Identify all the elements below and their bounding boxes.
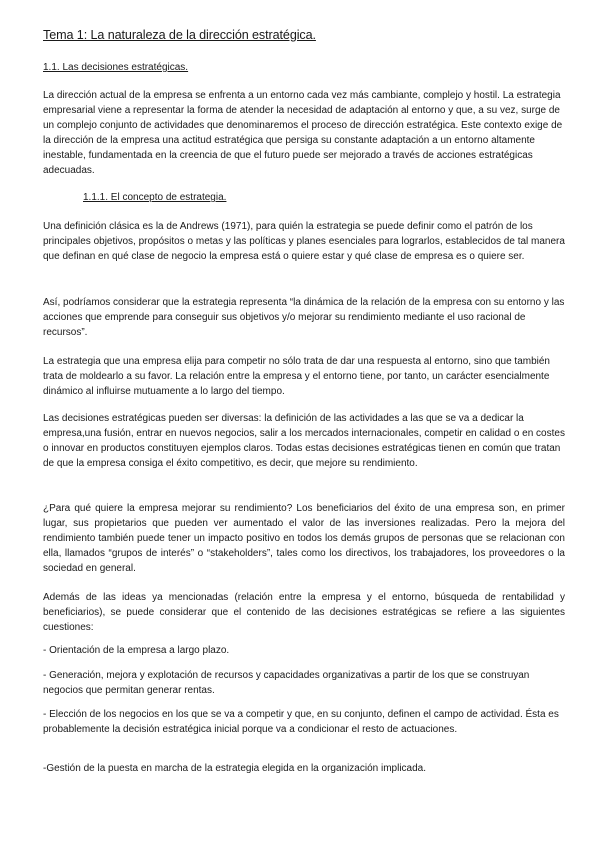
paragraph-intro: La dirección actual de la empresa se enfrenta a un entorno cada vez más cambiante, complejo y hostil. La estrategia empresarial viene a representar la forma de atender la necesidad de adaptación al entorno y que, a su vez, surge de un complejo conjunto de actividades que denominaremos el proceso de dirección estratégica. Este contexto exige de la dirección de la empresa una actitud estratégica que persiga su constante adaptación a un entorno altamente inestable, fundamentada en la creencia de que el futuro puede ser mejorado a través de acciones estratégicas adecuadas. [43,90,563,176]
document-title: Tema 1: La naturaleza de la dirección estratégica. [43,28,316,42]
section-heading: 1.1. Las decisiones estratégicas. [43,62,189,73]
paragraph-definition: Una definición clásica es la de Andrews (1971), para quién la estrategia se puede definir como el patrón de los principales objetivos, propósitos o metas y las políticas y planes esenciales para lograrlos, establecidos de tal manera que definan en qué clase de negocio la empresa está o quiere estar y qué clase de empresa es o quiere ser. [43,221,565,262]
paragraph-environment: La estrategia que una empresa elija para competir no sólo trata de dar una respuesta al entorno, sino que también trata de moldearlo a su favor. La relación entre la empresa y el entorno tiene, por tanto, un carácter esencialmente dinámico al influirse mutuamente a lo largo del tiempo. [43,356,550,397]
paragraph-content: Además de las ideas ya mencionadas (relación entre la empresa y el entorno, búsqueda de rentabilidad y beneficiarios), se puede considerar que el contenido de las decisiones estratégicas se refiere a las siguientes cuestiones: [43,592,565,633]
list-item-resources: - Generación, mejora y explotación de recursos y capacidades organizativas a partir de los que se construyan negocios que permitan generar rentas. [43,670,530,696]
paragraph-stakeholders: ¿Para qué quiere la empresa mejorar su rendimiento? Los beneficiarios del éxito de una empresa son, en primer lugar, sus propietarios que pueden ver aumentado el valor de las inversiones realizadas. Pero la mejora del rendimiento también puede tener un impacto positivo en todos los demás grupos de personas que se relacionan con ella, llamados “grupos de interés” o “stakeholders”, tales como los directivos, los trabajadores, los proveedores o la sociedad en general. [43,503,565,574]
paragraph-dynamics: Así, podríamos considerar que la estrategia representa “la dinámica de la relación de la empresa con su entorno y las acciones que emprende para conseguir sus objetivos y/o mejorar su rendimiento mediante el uso racional de recursos”. [43,297,565,338]
list-item-orientation: - Orientación de la empresa a largo plazo. [43,645,230,656]
paragraph-decisions: Las decisiones estratégicas pueden ser diversas: la definición de las actividades a las que se va a dedicar la empresa,una fusión, entrar en nuevos negocios, salir a los mercados internacionales, competir en calidad o en costes o innovar en productos constituyen ejemplos claros. Todas estas decisiones estratégicas tienen en común que tratan de que la empresa consiga el éxito competitivo, es decir, que mejore su rendimiento. [43,413,565,469]
list-item-business-choice: - Elección de los negocios en los que se va a competir y que, en su conjunto, definen el campo de actividad. Ésta es probablemente la decisión estratégica inicial porque va a condicionar el resto de actuaciones. [43,709,559,735]
list-item-management: -Gestión de la puesta en marcha de la estrategia elegida en la organización implicada. [43,763,427,774]
subsection-heading: 1.1.1. El concepto de estrategia. [83,192,227,203]
